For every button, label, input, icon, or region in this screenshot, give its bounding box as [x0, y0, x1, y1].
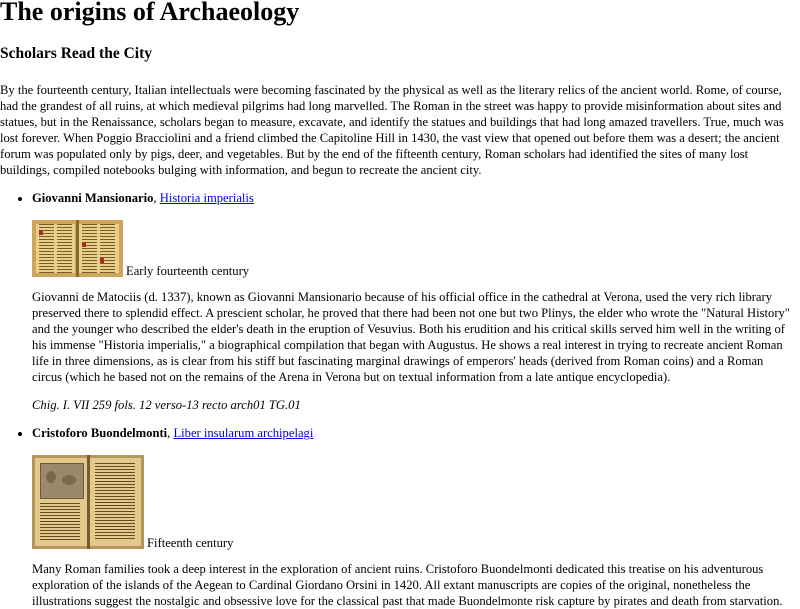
separator: , — [167, 426, 174, 440]
item-reference: Chig. I. VII 259 fols. 12 verso-13 recto arch01 TG.01 — [32, 398, 301, 412]
manuscript-thumbnail-image[interactable] — [32, 455, 144, 549]
intro-paragraph: By the fourteenth century, Italian intellectuals were becoming fascinated by the physical as well as the literary relics of the ancient world. Rome, of course, had the grandest of all ruins, at which medieval pilgrims had long marvelled. The Roman in the street was happy to provide misinformation about sites and statues, but in the Renaissance, scholars began to measure, excavate, and identify the statues and buildings that had long amazed travellers. True, much was lost forever. When Poggio Bracciolini and a friend climbed the Capitoline Hill in 1430, the vast view that opened out before them was a desert; the ancient forum was populated only by pigs, deer, and vegetables. But by the end of the fifteenth century, Roman scholars had identified the sites of many lost buildings, compiled notebooks bulging with information, and begun to recreate the ancient city. — [0, 83, 784, 177]
thumbnail-row — [32, 220, 794, 277]
page-subtitle: Scholars Read the City — [0, 45, 152, 62]
item-heading — [32, 190, 794, 206]
separator: , — [153, 191, 160, 205]
author-name: Cristoforo Buondelmonti — [32, 426, 168, 440]
manuscript-list — [0, 190, 794, 609]
page-title: The origins of Archaeology — [0, 0, 300, 26]
work-link[interactable]: Historia imperialis — [159, 191, 254, 205]
author-name: Giovanni Mansionario — [32, 191, 154, 205]
thumbnail-row — [32, 455, 794, 549]
item-heading — [32, 425, 794, 441]
item-description: Giovanni de Matociis (d. 1337), known as Giovanni Mansionario because of his official office in the cathedral at Verona, used the very rich library preserved there to splendid effect. A prescient scholar, he proved that there had been not one but two Plinys, the elder who wrote the "Natural History" and the younger who described the elder's death in the eruption of Vesuvius. Both his erudition and his critical skills served him well in the writing of his immense "Historia imperialis," a biographical compilation that began with Augustus. He shows a real interest in trying to recreate ancient Roman life in three dimensions, as is clear from his stiff but fascinating marginal drawings of emperors' heads (derived from Roman coins) and a Roman circus (which he based not on the remains of the Arena in Verona but on textual information from a late antique encyclopedia). — [32, 290, 790, 384]
manuscript-thumbnail-image[interactable] — [32, 220, 123, 277]
item-description: Many Roman families took a deep interest in the exploration of ancient ruins. Cristoforo Buondelmonti dedicated this treatise on his adventurous exploration of the islands of the Aegean to Cardinal Giordano Orsini in 1420. All extant manuscripts are copies of the original, nonetheless the illustrations suggest the nostalgic and obsessive love for the classical past that made Buondelmonte risk capture by pirates and death from starvation. — [32, 562, 783, 608]
item-date: Fifteenth century — [147, 536, 234, 550]
list-item — [32, 190, 794, 413]
list-item — [32, 425, 794, 609]
work-link[interactable]: Liber insularum archipelagi — [173, 426, 314, 440]
item-date: Early fourteenth century — [126, 264, 250, 278]
